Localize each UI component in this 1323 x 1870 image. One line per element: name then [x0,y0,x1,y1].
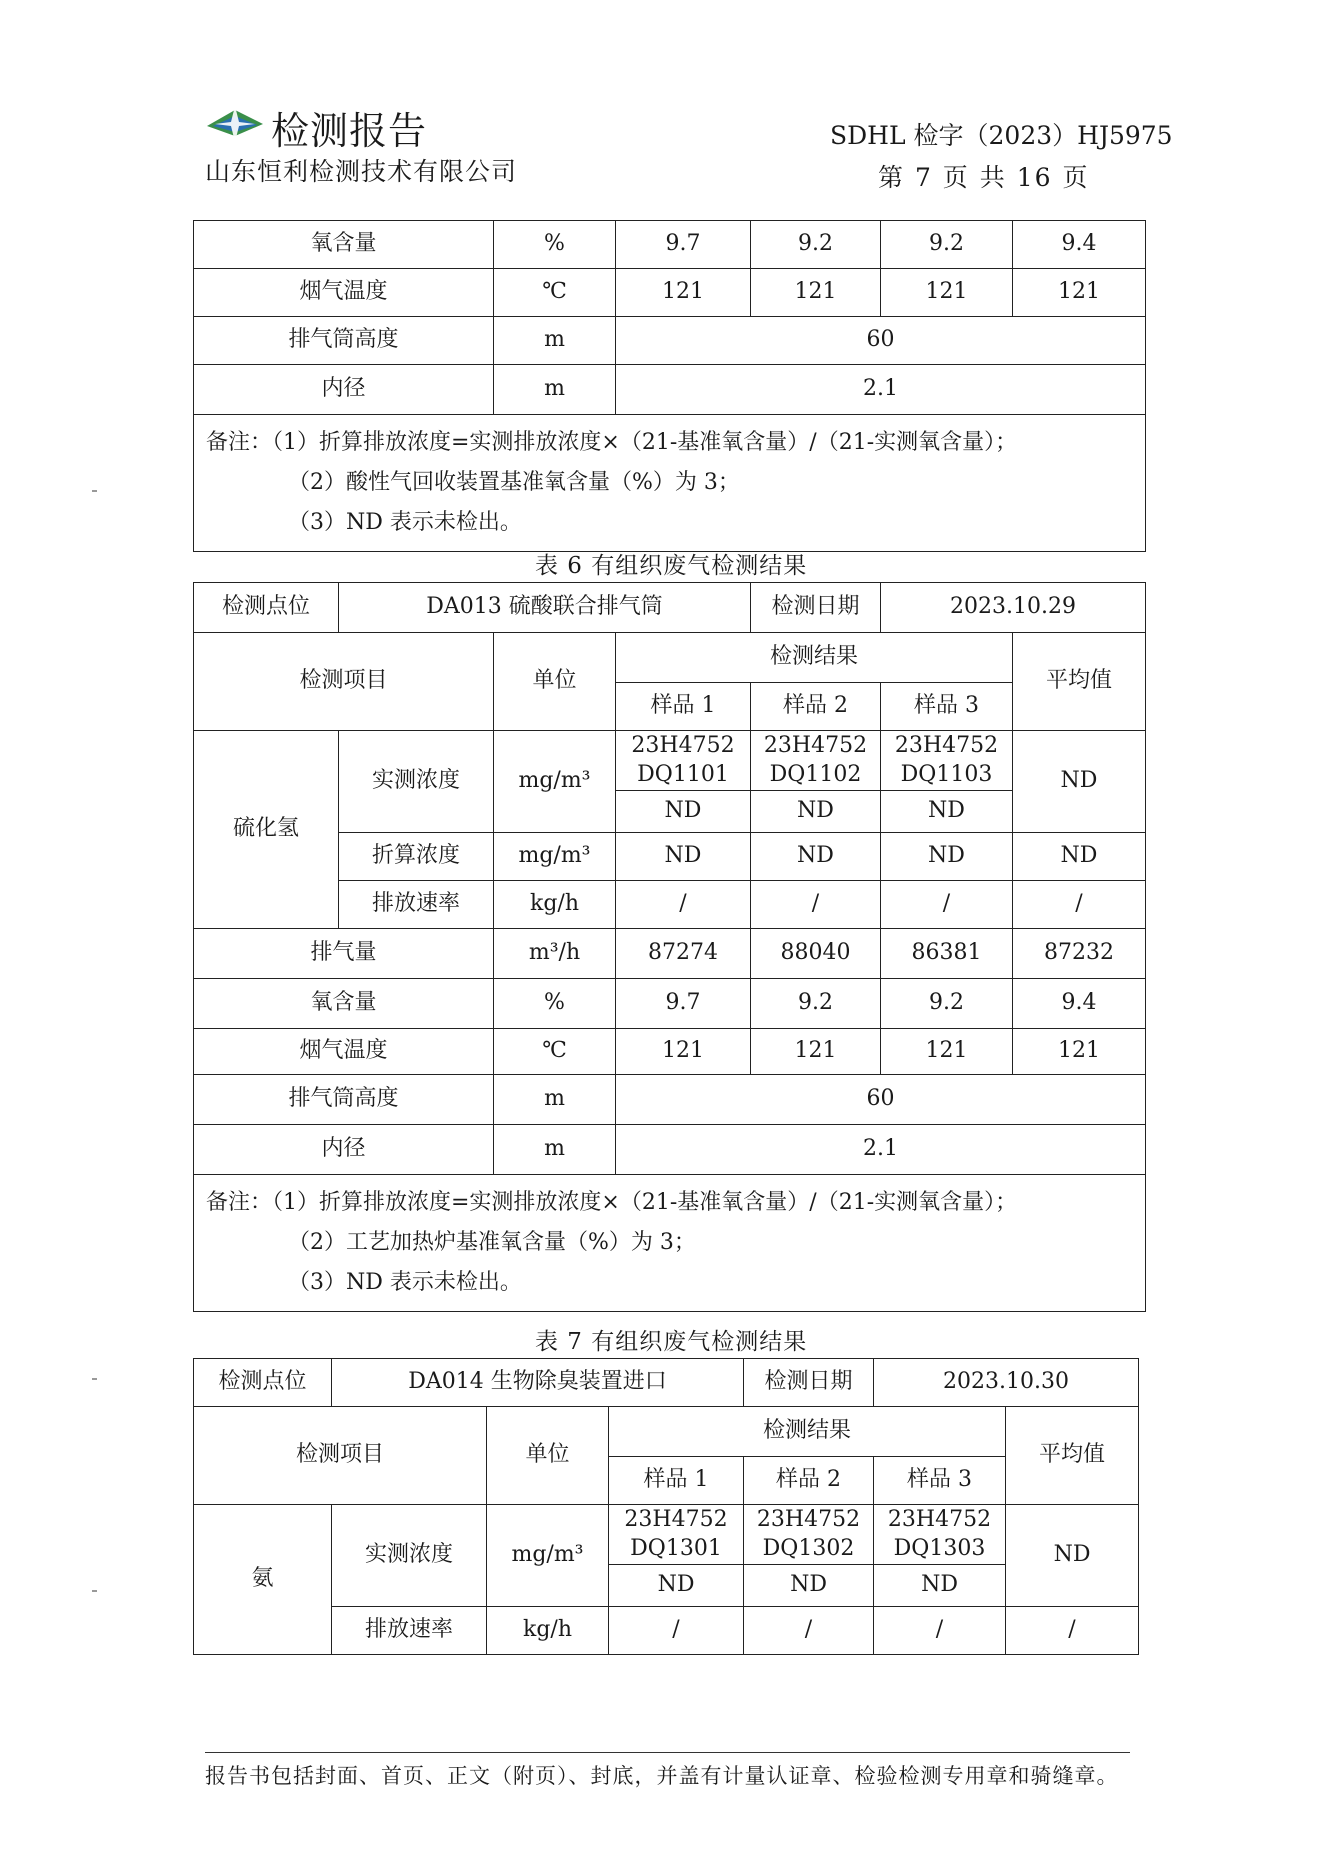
cell-value: ND [751,833,881,881]
row-item: 排气量 [194,929,494,979]
cell-value: 87274 [616,929,751,979]
table-6 [193,582,1146,1312]
header-result: 检测结果 [609,1407,1006,1457]
notes-row [194,1175,1146,1312]
note-line: （3）ND 表示未检出。 [288,1270,522,1295]
table-row [194,1029,1146,1075]
cell-value: 9.2 [881,221,1013,269]
row-item: 排气筒高度 [194,317,494,365]
notes-cell [194,415,1146,552]
cell-value: / [1006,1607,1139,1655]
cell-value: 2.1 [616,1125,1146,1175]
row-unit: m [494,317,616,365]
footer-divider [205,1752,1130,1753]
row-item: 排气筒高度 [194,1075,494,1125]
cell-value: ND [881,833,1013,881]
note-line: 备注：（1）折算排放浓度=实测排放浓度×（21-基准氧含量）/（21-实测氧含量）； [206,1190,1018,1215]
measured-unit: mg/m³ [494,731,616,833]
cell-value: 9.2 [751,221,881,269]
header-sample: 样品 2 [744,1457,874,1505]
sample-id: 23H4752 DQ1301 [609,1505,744,1565]
rate-unit: kg/h [487,1607,609,1655]
cell-value: / [874,1607,1006,1655]
cell-value: 121 [616,1029,751,1075]
cell-value: 2.1 [616,365,1146,415]
header-unit: 单位 [487,1407,609,1505]
pollutant-name: 氨 [194,1505,332,1655]
row-unit: m [494,1075,616,1125]
cell-value: / [609,1607,744,1655]
cell-value: / [881,881,1013,929]
cell-value: 9.4 [1013,979,1146,1029]
sample-id: 23H4752 DQ1102 [751,731,881,791]
cell-value: 9.4 [1013,221,1146,269]
row-unit: m [494,365,616,415]
point-value: DA013 硫酸联合排气筒 [339,583,751,633]
date-value: 2023.10.30 [874,1359,1139,1407]
row-item: 烟气温度 [194,269,494,317]
row-unit: ℃ [494,1029,616,1075]
row-item: 氧含量 [194,221,494,269]
scan-mark [92,490,97,492]
cell-value: 87232 [1013,929,1146,979]
footer-text: 报告书包括封面、首页、正文（附页）、封底，并盖有计量认证章、检验检测专用章和骑缝章。 [205,1764,1119,1788]
row-item: 内径 [194,1125,494,1175]
scan-mark [92,1590,97,1592]
report-brand-title: 检测报告 [271,109,428,153]
row-unit: ℃ [494,269,616,317]
cell-value: / [751,881,881,929]
table-row [194,1359,1139,1407]
table-row [194,1125,1146,1175]
table-row [194,1407,1139,1457]
cell-value: / [1013,881,1146,929]
cell-value: ND [874,1565,1006,1607]
header-average: 平均值 [1006,1407,1139,1505]
converted-label: 折算浓度 [339,833,494,881]
cell-value: 60 [616,1075,1146,1125]
header-sample: 样品 2 [751,683,881,731]
cell-value: 86381 [881,929,1013,979]
header-sample: 样品 3 [874,1457,1006,1505]
sample-id: 23H4752 DQ1303 [874,1505,1006,1565]
cell-value: ND [751,791,881,833]
cell-value: 121 [751,1029,881,1075]
header-average: 平均值 [1013,633,1146,731]
cell-value: ND [609,1565,744,1607]
row-item: 烟气温度 [194,1029,494,1075]
point-label: 检测点位 [194,583,339,633]
cell-value: ND [744,1565,874,1607]
sample-id: 23H4752 DQ1302 [744,1505,874,1565]
company-logo-icon [205,104,267,144]
header-item: 检测项目 [194,633,494,731]
rate-unit: kg/h [494,881,616,929]
row-item: 内径 [194,365,494,415]
row-unit: m [494,1125,616,1175]
rate-label: 排放速率 [332,1607,487,1655]
cell-value: 121 [1013,269,1146,317]
table-row [194,317,1146,365]
cell-value: / [616,881,751,929]
sample-id: 23H4752 DQ1101 [616,731,751,791]
row-item: 氧含量 [194,979,494,1029]
cell-value: 9.7 [616,979,751,1029]
cell-value: ND [881,791,1013,833]
cell-value: ND [616,833,751,881]
table-6-caption: 表 6 有组织废气检测结果 [535,553,808,579]
measured-label: 实测浓度 [339,731,494,833]
cell-value: 88040 [751,929,881,979]
cell-value: 121 [1013,1029,1146,1075]
measured-average: ND [1006,1505,1139,1607]
header-item: 检测项目 [194,1407,487,1505]
note-line: （3）ND 表示未检出。 [288,510,522,535]
date-value: 2023.10.29 [881,583,1146,633]
table-row [194,583,1146,633]
row-unit: m³/h [494,929,616,979]
note-line: 备注：（1）折算排放浓度=实测排放浓度×（21-基准氧含量）/（21-实测氧含量）； [206,430,1018,455]
table-row [194,1075,1146,1125]
table-row [194,269,1146,317]
cell-value: / [744,1607,874,1655]
cell-value: 9.7 [616,221,751,269]
notes-row [194,415,1146,552]
table-continued [193,220,1146,552]
table-row [194,365,1146,415]
cell-value: ND [616,791,751,833]
cell-value: ND [1013,833,1146,881]
cell-value: 60 [616,317,1146,365]
row-unit: % [494,221,616,269]
date-label: 检测日期 [744,1359,874,1407]
header-sample: 样品 1 [609,1457,744,1505]
measured-label: 实测浓度 [332,1505,487,1607]
header-result: 检测结果 [616,633,1013,683]
scan-mark [92,1378,97,1380]
cell-value: 9.2 [881,979,1013,1029]
pollutant-name: 硫化氢 [194,731,339,929]
table-row [194,633,1146,683]
measured-average: ND [1013,731,1146,833]
page-indicator: 第 7 页 共 16 页 [878,163,1090,192]
point-label: 检测点位 [194,1359,332,1407]
table-7-caption: 表 7 有组织废气检测结果 [535,1329,808,1355]
table-row [194,731,1146,791]
date-label: 检测日期 [751,583,881,633]
point-value: DA014 生物除臭装置进口 [332,1359,744,1407]
note-line: （2）工艺加热炉基准氧含量（%）为 3； [288,1230,696,1255]
cell-value: 9.2 [751,979,881,1029]
table-row [194,1607,1139,1655]
cell-value: 121 [616,269,751,317]
report-number: SDHL 检字（2023）HJ5975 [830,121,1173,150]
cell-value: 121 [881,1029,1013,1075]
sample-id: 23H4752 DQ1103 [881,731,1013,791]
cell-value: 121 [751,269,881,317]
table-row [194,929,1146,979]
cell-value: 121 [881,269,1013,317]
measured-unit: mg/m³ [487,1505,609,1607]
header-sample: 样品 3 [881,683,1013,731]
header-unit: 单位 [494,633,616,731]
converted-unit: mg/m³ [494,833,616,881]
notes-cell [194,1175,1146,1312]
table-row [194,979,1146,1029]
row-unit: % [494,979,616,1029]
note-line: （2）酸性气回收装置基准氧含量（%）为 3； [288,470,740,495]
table-row [194,1505,1139,1565]
company-name: 山东恒利检测技术有限公司 [205,157,518,186]
table-7 [193,1358,1139,1655]
table-row [194,221,1146,269]
rate-label: 排放速率 [339,881,494,929]
header-sample: 样品 1 [616,683,751,731]
